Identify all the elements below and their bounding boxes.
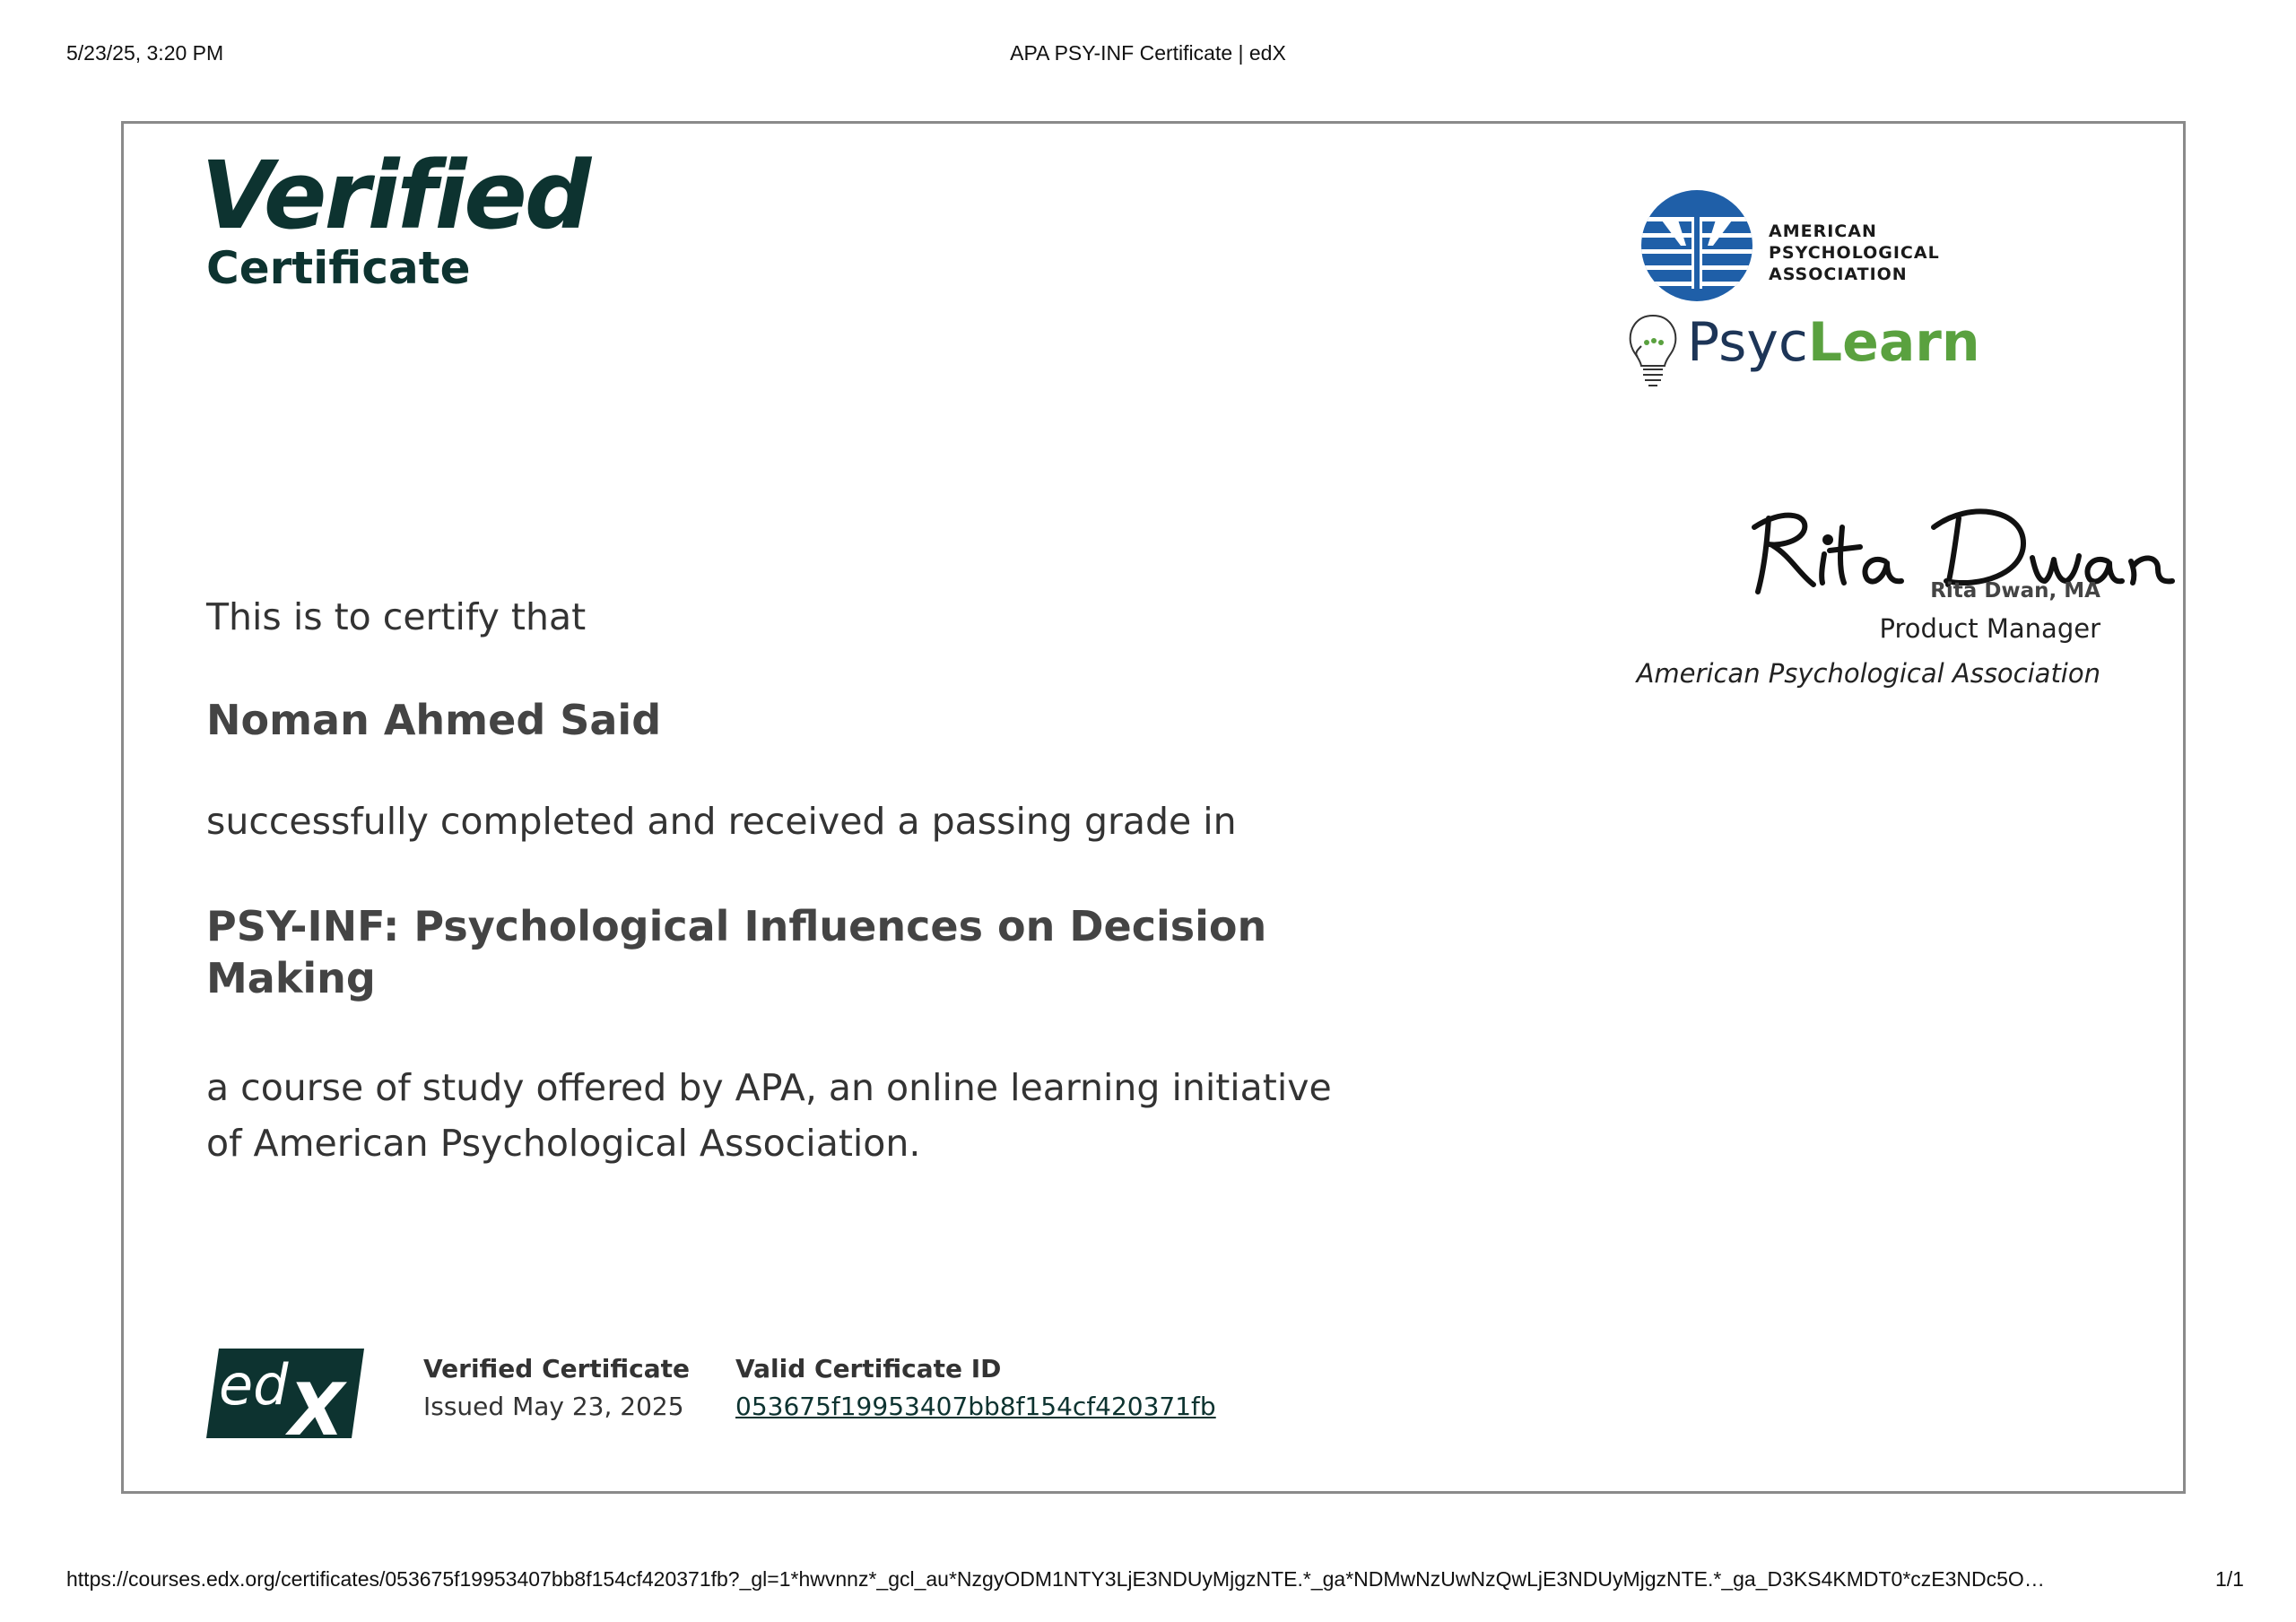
edx-logo-icon: [206, 1349, 364, 1438]
recipient-name: Noman Ahmed Said: [206, 696, 662, 744]
svg-text:ed: ed: [219, 1352, 289, 1418]
print-url: https://courses.edx.org/certificates/053675f19953407bb8f154cf420371fb?_gl=1*hwvnnz*_gcl_au*NzgyODM1NTY3LjE3NDUyMjgzNTE.*_ga*NDMwNzUwNzQwLjE3NDUyMjgzNTE.*_ga_D3KS4KMDT0*czE3NDc5O…: [66, 1567, 2045, 1591]
certificate-id-link[interactable]: 053675f19953407bb8f154cf420371fb: [735, 1392, 1216, 1421]
certificate-id-label: Valid Certificate ID: [735, 1354, 1002, 1383]
signer-title: Product Manager: [1879, 613, 2100, 644]
signer-organization: American Psychological Association: [1636, 658, 2100, 689]
print-page-number: 1/1: [2215, 1567, 2244, 1591]
print-title: APA PSY-INF Certificate | edX: [1010, 41, 1286, 65]
certificate-frame: [121, 121, 2186, 1494]
verified-certificate-label: Verified Certificate: [423, 1354, 691, 1383]
certify-intro: This is to certify that: [206, 595, 587, 638]
brand-certificate: Certificate: [206, 242, 471, 294]
print-date: 5/23/25, 3:20 PM: [66, 41, 224, 65]
completion-statement: successfully completed and received a passing grade in: [206, 800, 1237, 843]
course-title: PSY-INF: Psychological Influences on Decision Making: [206, 902, 1267, 1002]
course-description: a course of study offered by APA, an online learning initiative of American Psychological Association.: [206, 1066, 1332, 1165]
signer-name: Rita Dwan, MA: [1930, 579, 2100, 603]
psyclearn-logo: PsycLearn: [1687, 311, 1980, 374]
lightbulb-head-icon: [1622, 310, 1684, 400]
brand-verified: Verified: [201, 141, 589, 250]
svg-text:X: X: [289, 1368, 344, 1438]
issued-date: Issued May 23, 2025: [423, 1392, 684, 1421]
apa-wordmark: AMERICAN PSYCHOLOGICAL ASSOCIATION: [1769, 221, 1940, 284]
